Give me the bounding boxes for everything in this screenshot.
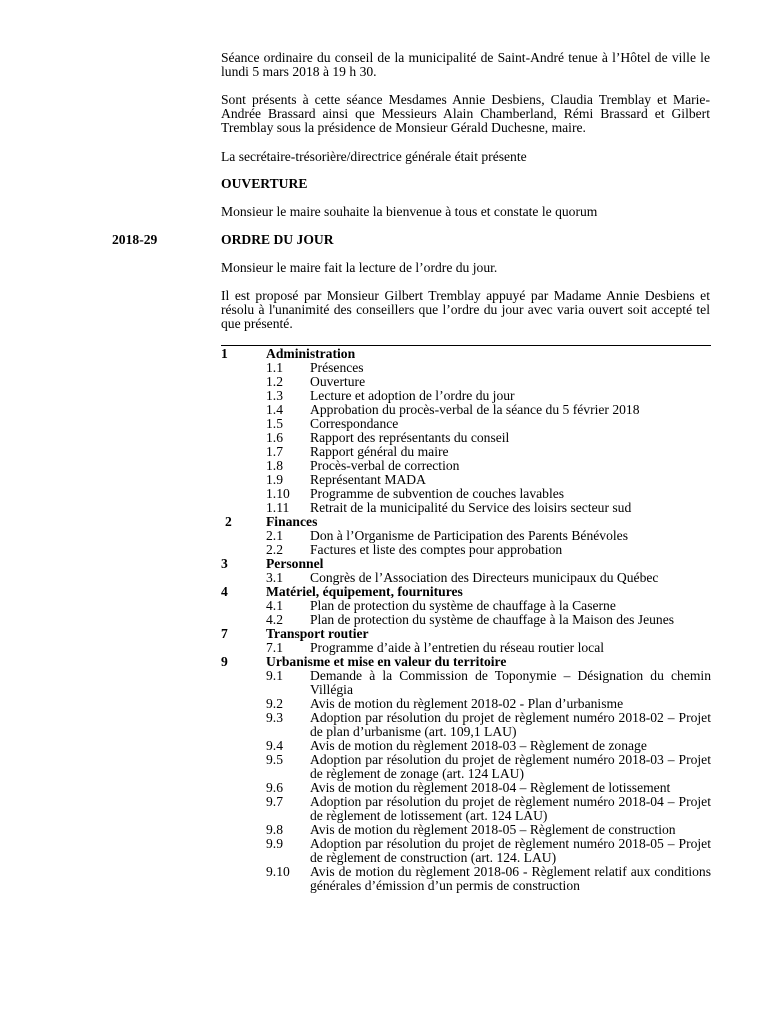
agenda-item-text: Avis de motion du règlement 2018-05 – Règlement de construction <box>310 822 676 837</box>
secretary-paragraph: La secrétaire-trésorière/directrice générale était présente <box>221 149 527 164</box>
agenda-list <box>221 347 711 893</box>
agenda-item-number: 9.3 <box>266 710 283 725</box>
agenda-item <box>221 459 711 473</box>
agenda-item-number: 2.2 <box>266 542 283 557</box>
agenda-item <box>221 823 711 837</box>
agenda-section-title: Personnel <box>266 556 324 571</box>
agenda-item <box>221 487 711 501</box>
agenda-section <box>221 347 711 361</box>
agenda-item-text: Correspondance <box>310 416 399 431</box>
agenda-section <box>221 585 711 599</box>
agenda-item-text: Adoption par résolution du projet de règlement numéro 2018-05 – Projet de règlement de construction (art. 124. LAU) <box>310 836 711 865</box>
agenda-item-text: Lecture et adoption de l’ordre du jour <box>310 388 515 403</box>
agenda-heading: ORDRE DU JOUR <box>221 232 334 247</box>
agenda-item-text: Représentant MADA <box>310 472 426 487</box>
agenda-item-number: 9.2 <box>266 696 283 711</box>
agenda-item <box>221 389 711 403</box>
agenda-item-text: Rapport général du maire <box>310 444 449 459</box>
agenda-item-number: 9.8 <box>266 822 283 837</box>
agenda-section-number: 1 <box>221 346 228 361</box>
agenda-item-number: 4.2 <box>266 612 283 627</box>
agenda-item-number: 9.4 <box>266 738 283 753</box>
agenda-item-text: Plan de protection du système de chauffage à la Caserne <box>310 598 616 613</box>
agenda-item-text: Approbation du procès-verbal de la séance du 5 février 2018 <box>310 402 640 417</box>
agenda-item <box>221 697 711 711</box>
opening-heading: OUVERTURE <box>221 176 308 191</box>
agenda-item <box>221 865 711 893</box>
agenda-item-text: Rapport des représentants du conseil <box>310 430 510 445</box>
agenda-item-number: 1.11 <box>266 500 290 515</box>
agenda-section-number: 4 <box>221 584 228 599</box>
agenda-item-number: 9.5 <box>266 752 283 767</box>
agenda-section-number: 3 <box>221 556 228 571</box>
agenda-section-number: 7 <box>221 626 228 641</box>
agenda-item-number: 2.1 <box>266 528 283 543</box>
agenda-item-text: Adoption par résolution du projet de règlement numéro 2018-02 – Projet de plan d’urbanisme (art. 109,1 LAU) <box>310 710 711 739</box>
agenda-section <box>221 627 711 641</box>
agenda-section-title: Urbanisme et mise en valeur du territoire <box>266 654 507 669</box>
agenda-section-title: Administration <box>266 346 356 361</box>
agenda-item-number: 3.1 <box>266 570 283 585</box>
agenda-item-text: Factures et liste des comptes pour approbation <box>310 542 563 557</box>
agenda-item <box>221 781 711 795</box>
agenda-item-number: 1.1 <box>266 360 283 375</box>
agenda-item <box>221 641 711 655</box>
agenda-item-text: Programme de subvention de couches lavables <box>310 486 565 501</box>
agenda-item-number: 1.6 <box>266 430 283 445</box>
agenda-item-text: Demande à la Commission de Toponymie – Désignation du chemin Villégia <box>310 668 711 697</box>
agenda-item <box>221 403 711 417</box>
agenda-item-text: Avis de motion du règlement 2018-06 - Règlement relatif aux conditions générales d’émission d’un permis de construction <box>310 864 711 893</box>
agenda-section <box>221 557 711 571</box>
agenda-item <box>221 669 711 697</box>
agenda-item <box>221 501 711 515</box>
agenda-item <box>221 543 711 557</box>
agenda-item-number: 1.5 <box>266 416 283 431</box>
agenda-item <box>221 739 711 753</box>
agenda-item-number: 9.1 <box>266 668 283 683</box>
agenda-item <box>221 529 711 543</box>
agenda-item <box>221 711 711 739</box>
agenda-item-number: 7.1 <box>266 640 283 655</box>
agenda-section-title: Matériel, équipement, fournitures <box>266 584 463 599</box>
agenda-item-number: 1.7 <box>266 444 283 459</box>
agenda-item-text: Retrait de la municipalité du Service des loisirs secteur sud <box>310 500 632 515</box>
agenda-section-title: Transport routier <box>266 626 369 641</box>
session-paragraph: Séance ordinaire du conseil de la municipalité de Saint-André tenue à l’Hôtel de ville le lundi 5 mars 2018 à 19 h 30. <box>221 50 710 79</box>
agenda-item-text: Avis de motion du règlement 2018-03 – Règlement de zonage <box>310 738 647 753</box>
agenda-section <box>221 655 711 669</box>
agenda-section-number: 2 <box>225 514 232 529</box>
agenda-item-text: Avis de motion du règlement 2018-04 – Règlement de lotissement <box>310 780 671 795</box>
agenda-item <box>221 753 711 781</box>
agenda-item-text: Présences <box>310 360 364 375</box>
agenda-item <box>221 445 711 459</box>
agenda-item <box>221 473 711 487</box>
opening-paragraph: Monsieur le maire souhaite la bienvenue à tous et constate le quorum <box>221 204 598 219</box>
agenda-item-number: 9.9 <box>266 836 283 851</box>
agenda-item-number: 9.6 <box>266 780 283 795</box>
agenda-item-text: Don à l’Organisme de Participation des Parents Bénévoles <box>310 528 628 543</box>
agenda-item-number: 1.3 <box>266 388 283 403</box>
agenda-item <box>221 599 711 613</box>
agenda-item-text: Ouverture <box>310 374 366 389</box>
agenda-item-text: Adoption par résolution du projet de règlement numéro 2018-03 – Projet de règlement de zonage (art. 124 LAU) <box>310 752 711 781</box>
agenda-item <box>221 613 711 627</box>
agenda-item <box>221 795 711 823</box>
agenda-item <box>221 431 711 445</box>
agenda-section <box>221 515 711 529</box>
attendees-paragraph: Sont présents à cette séance Mesdames Annie Desbiens, Claudia Tremblay et Marie-Andrée Brassard ainsi que Messieurs Alain Chamberland, Rémi Brassard et Gilbert Tremblay sous la présidence de Monsieur Gérald Duchesne, maire. <box>221 92 710 135</box>
agenda-item <box>221 837 711 865</box>
agenda-item-number: 4.1 <box>266 598 283 613</box>
agenda-item-text: Avis de motion du règlement 2018-02 - Plan d’urbanisme <box>310 696 624 711</box>
agenda-section-title: Finances <box>266 514 318 529</box>
agenda-item-number: 9.7 <box>266 794 283 809</box>
agenda-item-number: 1.2 <box>266 374 283 389</box>
agenda-item-text: Procès-verbal de correction <box>310 458 460 473</box>
agenda-item <box>221 571 711 585</box>
agenda-reading-paragraph: Monsieur le maire fait la lecture de l’ordre du jour. <box>221 260 498 275</box>
agenda-item-number: 1.9 <box>266 472 283 487</box>
resolution-number: 2018-29 <box>112 232 158 247</box>
agenda-item <box>221 375 711 389</box>
agenda-item-number: 1.8 <box>266 458 283 473</box>
agenda-item-text: Adoption par résolution du projet de règlement numéro 2018-04 – Projet de règlement de lotissement (art. 124 LAU) <box>310 794 711 823</box>
agenda-section-number: 9 <box>221 654 228 669</box>
agenda-item-number: 1.10 <box>266 486 290 501</box>
agenda-item-text: Congrès de l’Association des Directeurs municipaux du Québec <box>310 570 659 585</box>
agenda-item-text: Programme d’aide à l’entretien du réseau routier local <box>310 640 605 655</box>
agenda-proposal-paragraph: Il est proposé par Monsieur Gilbert Tremblay appuyé par Madame Annie Desbiens et résolu à l'unanimité des conseillers que l’ordre du jour avec varia ouvert soit accepté tel que présenté. <box>221 288 710 331</box>
agenda-item <box>221 361 711 375</box>
agenda-item <box>221 417 711 431</box>
agenda-item-text: Plan de protection du système de chauffage à la Maison des Jeunes <box>310 612 675 627</box>
agenda-item-number: 9.10 <box>266 864 290 879</box>
agenda-item-number: 1.4 <box>266 402 283 417</box>
